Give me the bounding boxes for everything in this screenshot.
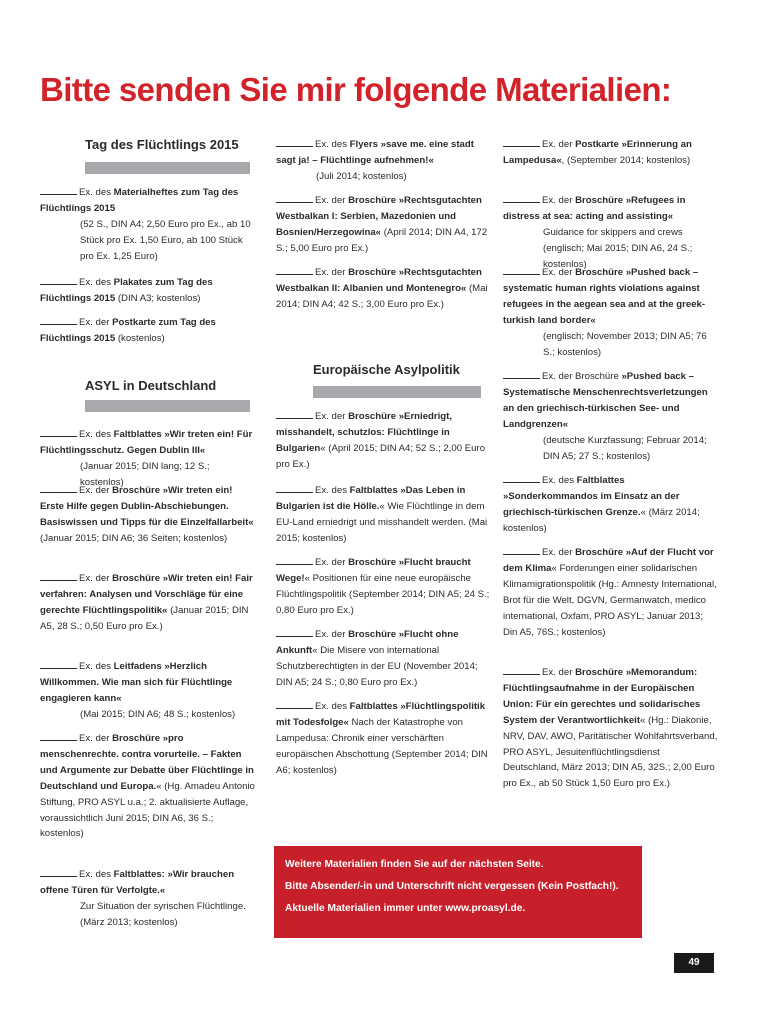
column-middle: [276, 137, 491, 837]
order-item: Ex. der Broschüre »pro menschenrechte. contra vorurteile. – Fakten und Argumente zur Debatte über Flüchtlinge in Deutschland und Europa.« (Hg. Amadeu Antonio Stiftung, PRO ASYL u.a.; 2. aktualisierte Auflage, voraussichtlich Juni 2015; DIN A6, 36 S.; kostenlos): [40, 733, 255, 840]
quantity-blank[interactable]: [276, 265, 313, 275]
info-box: [274, 846, 642, 938]
order-item: Ex. des Faltblattes: »Wir brauchen offene Türen für Verfolgte.« Zur Situation der syrischen Flüchtlinge. (März 2013; kostenlos): [40, 869, 246, 928]
quantity-blank[interactable]: [503, 545, 540, 555]
order-item: Ex. des Faltblattes »Flüchtlingspolitik mit Todesfolge« Nach der Katastrophe von Lampedusa: Chronik einer verschärften europäischen Abschottung (September 2014; DIN A6; kostenlos): [276, 701, 488, 776]
quantity-blank[interactable]: [40, 275, 77, 285]
page-title: Bitte senden Sie mir folgende Materialien:: [40, 71, 672, 108]
section-heading-europaeische-asylpolitik: Europäische Asylpolitik: [313, 362, 460, 377]
quantity-blank[interactable]: [40, 185, 77, 195]
quantity-blank[interactable]: [503, 137, 540, 147]
order-item: Ex. der Postkarte zum Tag des Flüchtlings 2015 (kostenlos): [40, 317, 216, 344]
quantity-blank[interactable]: [40, 659, 77, 669]
order-item: Ex. des Faltblattes »Wir treten ein! Für Flüchtlingsschutz. Gegen Dublin III« (Januar 2015; DIN lang; 12 S.; kostenlos): [40, 429, 253, 488]
quantity-blank[interactable]: [503, 369, 540, 379]
order-item: Ex. des Materialheftes zum Tag des Flüchtlings 2015 (52 S., DIN A4; 2,50 Euro pro Ex., ab 10 Stück pro Ex. 1,50 Euro, ab 100 Stück pro Ex. 1,25 Euro): [40, 187, 251, 262]
section-divider-bar: [85, 400, 250, 412]
order-item: Ex. der Broschüre »Wir treten ein! Fair verfahren: Analysen und Vorschläge für eine gerechte Flüchtlingspolitik« (Januar 2015; DIN A5, 28 S.; 0,50 Euro pro Ex.): [40, 573, 253, 632]
column-left: [40, 137, 255, 937]
order-item: Ex. des Faltblattes »Sonderkommandos im Einsatz an der griechisch-türkischen Grenze.« (März 2014; kostenlos): [503, 475, 700, 534]
quantity-blank[interactable]: [40, 483, 77, 493]
order-item: Ex. der Broschüre »Refugees in distress at sea: acting and assisting« Guidance for skippers and crews (englisch; Mai 2015; DIN A6, 24 S.; kostenlos): [503, 195, 693, 270]
column-right: [503, 137, 718, 837]
quantity-blank[interactable]: [40, 427, 77, 437]
quantity-blank[interactable]: [40, 731, 77, 741]
order-item: Ex. des Plakates zum Tag des Flüchtlings 2015 (DIN A3; kostenlos): [40, 277, 213, 304]
quantity-blank[interactable]: [40, 867, 77, 877]
section-divider-bar: [85, 162, 250, 174]
quantity-blank[interactable]: [276, 193, 313, 203]
order-item: Ex. des Leitfadens »Herzlich Willkommen. Wie man sich für Flüchtlinge engagieren kann« (Mai 2015; DIN A6; 48 S.; kostenlos): [40, 661, 236, 720]
section-heading-tag-des-fluechtlings: Tag des Flüchtlings 2015: [85, 137, 239, 152]
quantity-blank[interactable]: [503, 265, 540, 275]
section-divider-bar: [313, 386, 481, 398]
order-item: Ex. der Broschüre »Erniedrigt, misshandelt, schutzlos: Flüchtlinge in Bulgarien« (April 2015; DIN A4; 52 S.; 2,00 Euro pro Ex.): [276, 411, 486, 470]
quantity-blank[interactable]: [276, 409, 313, 419]
order-item: Ex. der Broschüre »Wir treten ein! Erste Hilfe gegen Dublin-Abschiebungen. Basiswissen und Tipps für die Einzelfallarbeit« (Januar 2015; DIN A6; 36 Seiten; kostenlos): [40, 485, 254, 544]
quantity-blank[interactable]: [503, 473, 540, 483]
quantity-blank[interactable]: [276, 555, 313, 565]
quantity-blank[interactable]: [503, 665, 540, 675]
quantity-blank[interactable]: [276, 137, 313, 147]
info-sender-reminder: Bitte Absender/-in und Unterschrift nicht vergessen (Kein Postfach!).: [285, 881, 619, 892]
order-item: Ex. der Broschüre »Flucht ohne Ankunft« Die Misere von international Schutzberechtigten in der EU (November 2014; DIN A5; 24 S.; 0,80 Euro pro Ex.): [276, 629, 478, 688]
info-website: Aktuelle Materialien immer unter www.proasyl.de.: [285, 903, 526, 914]
order-item: Ex. der Broschüre »Auf der Flucht vor dem Klima« Forderungen einer solidarischen Klimamigrationspolitik (Hg.: Amnesty International, Brot für die Welt, DGVN, Germanwatch, medico international, Oxfam, PRO ASYL; Januar 2013; Din A5, 76S.; kostenlos): [503, 547, 717, 638]
order-item: Ex. der Postkarte »Erinnerung an Lampedusa«, (September 2014; kostenlos): [503, 139, 692, 166]
order-item: Ex. des Flyers »save me. eine stadt sagt ja! – Flüchtlinge aufnehmen!« (Juli 2014; kostenlos): [276, 139, 474, 182]
page-number: 49: [674, 953, 714, 973]
quantity-blank[interactable]: [40, 571, 77, 581]
quantity-blank[interactable]: [276, 627, 313, 637]
order-item: Ex. des Faltblattes »Das Leben in Bulgarien ist die Hölle.« Wie Flüchtlinge in dem EU-Land erniedrigt und misshandelt werden. (Mai 2015; kostenlos): [276, 485, 488, 544]
quantity-blank[interactable]: [276, 699, 313, 709]
section-heading-asyl-in-deutschland: ASYL in Deutschland: [85, 378, 217, 393]
order-item: Ex. der Broschüre »Rechtsgutachten Westbalkan II: Albanien und Montenegro« (Mai 2014; DIN A4; 42 S.; 3,00 Euro pro Ex.): [276, 267, 488, 310]
order-item: Ex. der Broschüre »Flucht braucht Wege!« Positionen für eine neue europäische Flüchtlingspolitik (September 2014; DIN A5; 24 S.; 0,80 Euro pro Ex.): [276, 557, 490, 616]
quantity-blank[interactable]: [276, 483, 313, 493]
order-item: Ex. der Broschüre »Memorandum: Flüchtlingsaufnahme in der Europäischen Union: Für ein gerechtes und solidarisches System der Verantwortlichkeit« (Hg.: Diakonie, NRV, DAV, AWO, Paritätischer Wohlfahrtsverband, PRO ASYL, Jesuitenflüchtlingsdienst Deutschland, März 2013; DIN A5, 32S.; 2,00 Euro pro Ex., ab 50 Stück 1,50 Euro pro Ex.): [503, 667, 718, 790]
quantity-blank[interactable]: [503, 193, 540, 203]
order-item: Ex. der Broschüre »Pushed back – Systematische Menschenrechtsverletzungen an den griechisch-türkischen See- und Landgrenzen« (deutsche Kurzfassung; Februar 2014; DIN A5; 27 S.; kostenlos): [503, 371, 708, 462]
order-item: Ex. der Broschüre »Pushed back – systematic human rights violations against refugees in the aegean sea and at the greek-turkish land border« (englisch; November 2013; DIN A5; 76 S.; kostenlos): [503, 267, 707, 358]
info-next-page: Weitere Materialien finden Sie auf der nächsten Seite.: [285, 859, 544, 870]
quantity-blank[interactable]: [40, 315, 77, 325]
order-item: Ex. der Broschüre »Rechtsgutachten Westbalkan I: Serbien, Mazedonien und Bosnien/Herzegowina« (April 2014; DIN A4, 172 S.; 5,00 Euro pro Ex.): [276, 195, 488, 254]
